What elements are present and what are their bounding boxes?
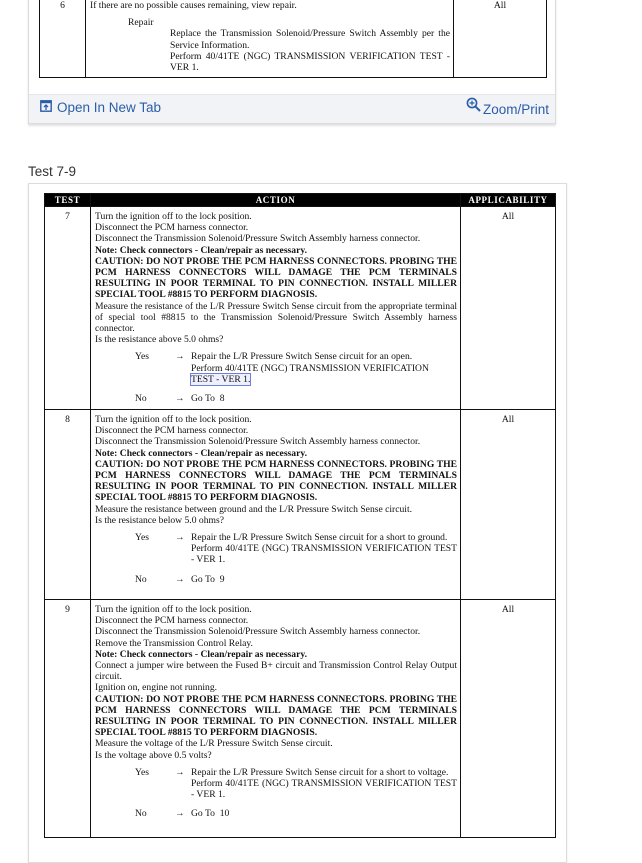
action-text: Disconnect the PCM harness connector. <box>95 425 249 437</box>
action-cell <box>91 600 461 838</box>
header-applicability: APPLICABILITY <box>461 194 556 207</box>
table-header-row <box>45 194 556 207</box>
arrow-right-icon: → <box>175 393 185 405</box>
action-text: Turn the ignition off to the lock position. <box>95 414 252 425</box>
section-title: Test 7-9 <box>28 164 77 179</box>
arrow-right-icon: → <box>175 766 185 778</box>
applicability-cell: All <box>461 600 556 838</box>
no-label: No <box>135 573 147 585</box>
document-image <box>39 0 546 85</box>
applicability-cell: All <box>461 207 556 410</box>
action-text: Connect a jumper wire between the Fused B+ circuit and Transmission Control Relay Output circuit. <box>95 660 457 683</box>
zoom-print-label: Zoom/Print <box>482 101 549 117</box>
table-row <box>45 410 556 600</box>
action-text: Disconnect the PCM harness connector. <box>95 222 249 234</box>
test-table-previous <box>39 0 547 78</box>
repair-text: Perform 40/41TE (NGC) TRANSMISSION VERIFICATION TEST - VER 1. <box>170 50 450 74</box>
arrow-right-icon: → <box>175 573 185 585</box>
yes-action-line: Perform 40/41TE (NGC) TRANSMISSION VERIFICATION <box>191 362 429 374</box>
applicability-cell: All <box>454 0 547 78</box>
test-card <box>28 183 567 863</box>
previous-test-card <box>28 0 556 124</box>
action-text: Measure the resistance of the L/R Pressure Switch Sense circuit from the appropriate terminal of special tool #8815 to the Transmission Solenoid/Pressure Switch Assembly harness connector. <box>95 300 457 335</box>
no-branch <box>95 574 457 585</box>
applicability-cell: All <box>461 410 556 600</box>
action-text: Is the resistance above 5.0 ohms? <box>95 334 224 346</box>
caution-note: Note: Check connectors - Clean/repair as necessary. <box>95 244 308 256</box>
action-text: Measure the resistance between ground and the L/R Pressure Switch Sense circuit. <box>95 503 413 515</box>
action-text: Turn the ignition off to the lock position. <box>95 211 252 222</box>
test-number: 6 <box>40 0 86 78</box>
caution-note: CAUTION: DO NOT PROBE THE PCM HARNESS CONNECTORS. PROBING THE PCM HARNESS CONNECTORS WILL DAMAGE THE PCM TERMINALS RESULTING IN POOR TERMINAL TO PIN CONNECTION. INSTALL MILLER SPECIAL TOOL #8815 TO PERFORM DIAGNOSIS. <box>95 255 457 301</box>
repair-label: Repair <box>128 17 154 29</box>
no-label: No <box>135 808 147 820</box>
yes-text <box>191 767 457 801</box>
table-row <box>45 600 556 838</box>
yes-label: Yes <box>135 532 149 544</box>
no-branch <box>95 393 457 404</box>
yes-label: Yes <box>135 766 149 778</box>
open-in-new-tab-icon <box>40 100 52 115</box>
test-number: 8 <box>45 410 91 600</box>
test-table <box>44 193 556 838</box>
arrow-right-icon: → <box>175 532 185 544</box>
no-branch <box>95 808 457 819</box>
test-number: 7 <box>45 207 91 410</box>
action-text: Disconnect the Transmission Solenoid/Pressure Switch Assembly harness connector. <box>95 436 421 448</box>
caution-note: Note: Check connectors - Clean/repair as necessary. <box>95 648 308 660</box>
table-row <box>45 207 556 410</box>
action-text: Is the resistance below 5.0 ohms? <box>95 514 224 526</box>
action-text: Turn the ignition off to the lock position. <box>95 604 252 615</box>
header-test: TEST <box>45 194 91 207</box>
yes-action-line: Perform 40/41TE (NGC) TRANSMISSION VERIFICATION TEST - VER 1. <box>191 543 457 566</box>
yes-action-line: Perform 40/41TE (NGC) TRANSMISSION VERIFICATION TEST - VER 1. <box>191 778 457 801</box>
action-text: Is the voltage above 0.5 volts? <box>95 749 212 761</box>
yes-text <box>191 532 457 566</box>
action-text: Disconnect the Transmission Solenoid/Pressure Switch Assembly harness connector. <box>95 626 421 638</box>
yes-branch <box>95 767 457 801</box>
action-text: Measure the voltage of the L/R Pressure Switch Sense circuit. <box>95 738 333 750</box>
zoom-in-icon <box>466 97 481 115</box>
arrow-right-icon: → <box>175 351 185 363</box>
arrow-right-icon: → <box>175 808 185 820</box>
test-number: 9 <box>45 600 91 838</box>
yes-branch <box>95 532 457 566</box>
yes-label: Yes <box>135 351 149 363</box>
go-to-next-test: Go To 10 <box>191 808 230 820</box>
yes-action-line: Repair the L/R Pressure Switch Sense circuit for a short to voltage. <box>191 766 449 778</box>
open-in-new-tab-link[interactable] <box>40 100 161 115</box>
zoom-print-link[interactable] <box>466 100 549 118</box>
header-action: ACTION <box>91 194 461 207</box>
action-text: Remove the Transmission Control Relay. <box>95 637 253 649</box>
action-cell <box>86 0 454 78</box>
yes-branch <box>95 351 457 385</box>
yes-action-line: Repair the L/R Pressure Switch Sense circuit for an open. <box>191 351 413 363</box>
action-text: Ignition on, engine not running. <box>95 682 218 694</box>
card-footer <box>29 94 555 123</box>
yes-text <box>191 351 457 385</box>
caution-note: CAUTION: DO NOT PROBE THE PCM HARNESS CONNECTORS. PROBING THE PCM HARNESS CONNECTORS WILL DAMAGE THE PCM TERMINALS RESULTING IN POOR TERMINAL TO PIN CONNECTION. INSTALL MILLER SPECIAL TOOL #8815 TO PERFORM DIAGNOSIS. <box>95 693 457 739</box>
action-cell <box>91 207 461 410</box>
action-text: Disconnect the Transmission Solenoid/Pressure Switch Assembly harness connector. <box>95 233 421 245</box>
go-to-next-test: Go To 8 <box>191 393 225 405</box>
open-in-new-tab-label: Open In New Tab <box>57 100 162 115</box>
no-label: No <box>135 393 147 405</box>
verification-test-link[interactable]: TEST - VER 1. <box>191 373 251 385</box>
action-text: Disconnect the PCM harness connector. <box>95 615 249 627</box>
action-cell <box>91 410 461 600</box>
action-text: If there are no possible causes remaining, view repair. <box>90 0 297 11</box>
go-to-next-test: Go To 9 <box>191 573 225 585</box>
table-row <box>40 0 547 78</box>
yes-action-line: Repair the L/R Pressure Switch Sense circuit for a short to ground. <box>191 532 448 544</box>
repair-text: Replace the Transmission Solenoid/Pressure Switch Assembly per the Service Information. <box>170 28 450 51</box>
caution-note: CAUTION: DO NOT PROBE THE PCM HARNESS CONNECTORS. PROBING THE PCM HARNESS CONNECTORS WILL DAMAGE THE PCM TERMINALS RESULTING IN POOR TERMINAL TO PIN CONNECTION. INSTALL MILLER SPECIAL TOOL #8815 TO PERFORM DIAGNOSIS. <box>95 458 457 504</box>
caution-note: Note: Check connectors - Clean/repair as necessary. <box>95 447 308 459</box>
